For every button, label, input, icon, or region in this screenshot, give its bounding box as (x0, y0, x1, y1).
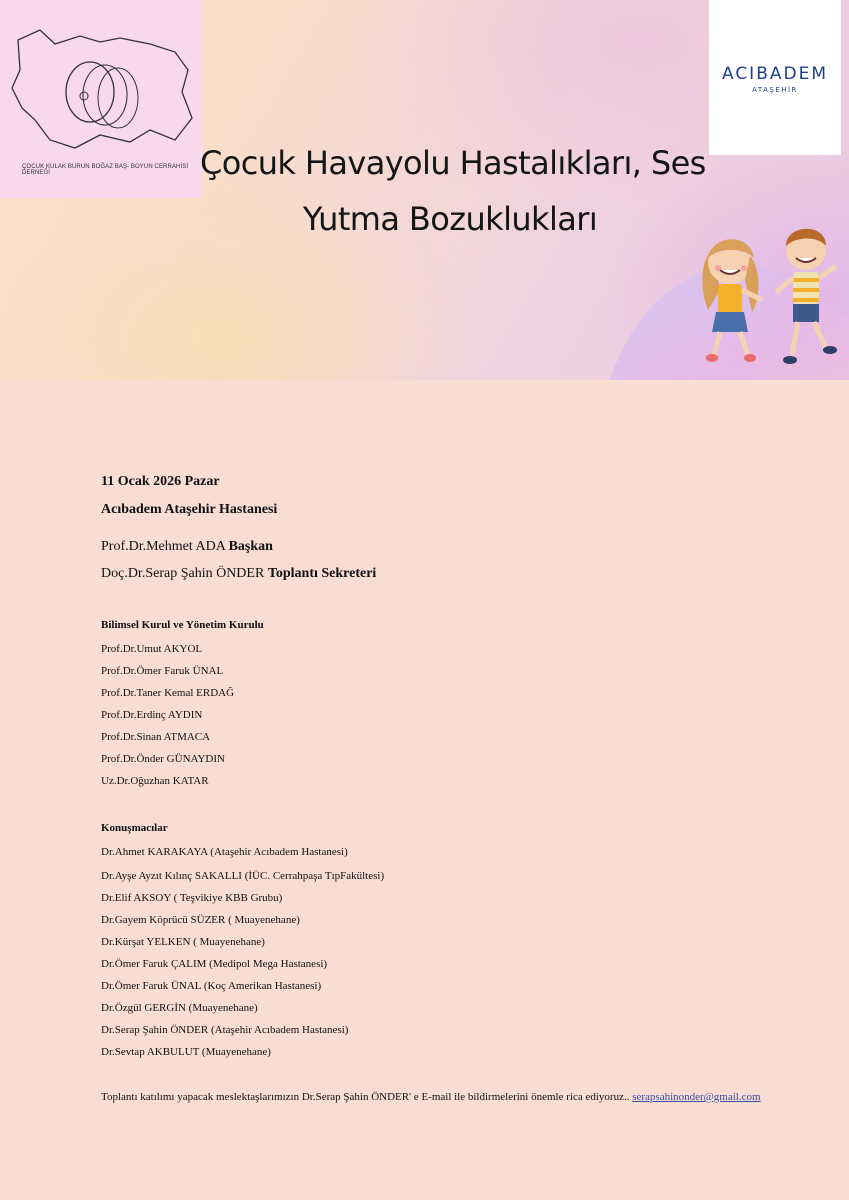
association-logo (0, 0, 202, 198)
speaker-item: Dr.Özgül GERGİN (Muayenehane) (101, 1002, 258, 1014)
association-logo-caption: ÇOCUK KULAK BURUN BOĞAZ BAŞ- BOYUN CERRAHİSİ DERNEĞİ (22, 164, 189, 176)
speaker-item: Dr.Ömer Faruk ÜNAL (Koç Amerikan Hastanesi) (101, 980, 322, 992)
event-date: 11 Ocak 2026 Pazar (101, 474, 220, 489)
committee-member: Prof.Dr.Umut AKYOL (101, 643, 203, 655)
speaker-item: Dr.Ömer Faruk ÇALIM (Medipol Mega Hastanesi) (101, 958, 328, 970)
committee-member: Prof.Dr.Ömer Faruk ÜNAL (101, 665, 224, 677)
speaker-item: Dr.Gayem Köprücü SÜZER ( Muayenehane) (101, 914, 300, 926)
speaker-item: Dr.Sevtap AKBULUT (Muayenehane) (101, 1046, 271, 1058)
header-banner (0, 0, 849, 380)
secretary-name: Doç.Dr.Serap Şahin ÖNDER (101, 566, 268, 581)
secretary-role: Toplantı Sekreteri (267, 566, 377, 581)
title-line-2: Yutma Bozuklukları (302, 200, 598, 238)
committee-member: Uz.Dr.Oğuzhan KATAR (101, 775, 209, 787)
event-venue: Acıbadem Ataşehir Hastanesi (101, 502, 278, 517)
speaker-item: Dr.Kürşat YELKEN ( Muayenehane) (101, 936, 265, 948)
committee-member: Prof.Dr.Önder GÜNAYDIN (101, 753, 225, 765)
committee-member: Prof.Dr.Sinan ATMACA (101, 731, 211, 743)
acibadem-logo-sub: ATAŞEHİR (752, 86, 798, 94)
footer-text: Toplantı katılımı yapacak meslektaşlarımızın Dr.Serap Şahin ÖNDER' e E-mail ile bildirmelerini önemle rica ediyoruz.. (101, 1091, 633, 1103)
acibadem-logo-brand: ACIBADEM (721, 64, 828, 84)
president-role: Başkan (228, 539, 273, 554)
president-line (101, 539, 273, 555)
title-line-1: Çocuk Havayolu Hastalıkları, Ses (200, 144, 706, 182)
secretary-line (101, 566, 376, 582)
committee-heading: Bilimsel Kurul ve Yönetim Kurulu (101, 619, 264, 631)
acibadem-logo (709, 0, 841, 155)
president-name: Prof.Dr.Mehmet ADA (101, 539, 229, 554)
speaker-item: Dr.Ayşe Ayzıt Kılınç SAKALLI (İÜC. Cerrahpaşa TıpFakültesi) (101, 870, 385, 882)
contact-email-link[interactable]: serapsahinonder@gmail.com (632, 1091, 761, 1103)
page-title (200, 135, 706, 247)
speaker-item: Dr.Ahmet KARAKAYA (Ataşehir Acıbadem Hastanesi) (101, 846, 348, 858)
committee-member: Prof.Dr.Erdinç AYDIN (101, 709, 203, 721)
turkey-map-logo-icon (0, 0, 202, 165)
speaker-item: Dr.Elif AKSOY ( Teşvikiye KBB Grubu) (101, 892, 283, 904)
committee-member: Prof.Dr.Taner Kemal ERDAĞ (101, 687, 235, 699)
speakers-heading: Konuşmacılar (101, 822, 168, 834)
speaker-item: Dr.Serap Şahin ÖNDER (Ataşehir Acıbadem Hastanesi) (101, 1024, 349, 1036)
children-illustration (690, 220, 849, 380)
footer-note (101, 1091, 761, 1103)
